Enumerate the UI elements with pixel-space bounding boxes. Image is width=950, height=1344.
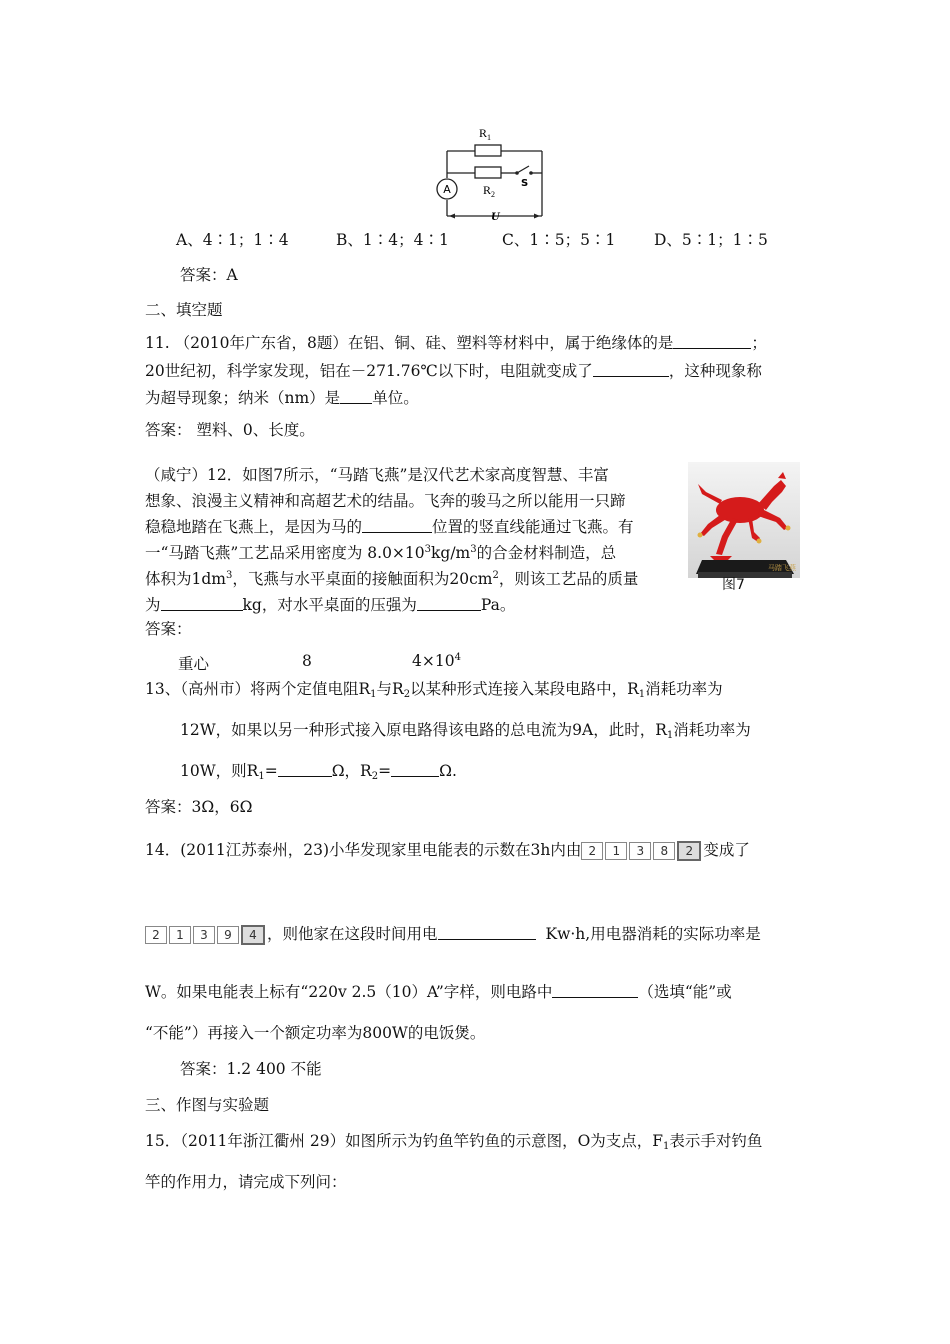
q11-line3: 为超导现象；纳米（nm）是 单位。 <box>145 389 419 407</box>
ammeter-label: A <box>443 183 451 196</box>
figure-watermark: 马踏飞燕 <box>768 564 796 572</box>
blank <box>161 596 243 611</box>
q12-ans-3: $4\times 10^4$ <box>412 652 461 670</box>
q12-ans-1: 重心 <box>178 655 210 673</box>
q14-line3: W。如果电能表上标有“220v 2.5（10）A”字样，则电路中 （选填“能”或 <box>145 983 732 1001</box>
q11-line1: 11. （2010年广东省，8题）在铝、铜、硅、塑料等材料中，属于绝缘体的是 ； <box>145 334 767 352</box>
q14-line1: 14．(2011江苏泰州，23)小华发现家里电能表的示数在3h内由 2 1 3 8 2 变成了 <box>145 841 750 859</box>
switch-label: S <box>521 178 529 189</box>
voltage-label: U <box>491 212 500 223</box>
meter-reading-after: 2 1 3 9 4 <box>145 925 267 945</box>
q12-line3: 稳稳地踏在飞燕上，是因为马的 位置的竖直线能通过飞燕。有 <box>145 518 634 536</box>
meter-reading-before: 2 1 3 8 2 <box>581 841 703 861</box>
q15-line2: 竿的作用力，请完成下列问： <box>145 1173 347 1191</box>
svg-text:R1: $R_1$ <box>479 126 492 142</box>
r2-label: R <box>483 183 492 197</box>
q12-line5: 体积为$1dm^3$，飞燕与水平桌面的接触面积为$20cm^2$，则该工艺品的质量 <box>145 570 639 588</box>
q14-line4: “不能”）再接入一个额定功率为800W的电饭煲。 <box>145 1024 486 1042</box>
q12-line2: 想象、浪漫主义精神和高超艺术的结晶。飞奔的骏马之所以能用一只蹄 <box>145 492 626 510</box>
q12-ans-2: 8 <box>302 652 312 670</box>
option-c: C、1∶5；5∶1 <box>502 231 616 249</box>
blank <box>438 925 536 940</box>
q14-line2: 2 1 3 9 4 ，则他家在这段时间用电 Kw·h,用电器消耗的实际功率是 <box>145 922 761 945</box>
q13-line1: 13、（高州市）将两个定值电阻$R_1$与$R_2$以某种形式连接入某段电路中，$R_1$消耗功率为 <box>145 680 723 700</box>
blank <box>340 389 372 404</box>
section-drawing-experiment: 三、作图与实验题 <box>145 1096 270 1114</box>
option-b: B、1∶4；4∶1 <box>336 231 449 249</box>
q10-answer: 答案：A <box>180 266 238 284</box>
blank <box>593 362 669 377</box>
figure-7-caption: 图7 <box>722 577 745 593</box>
section-fill-in: 二、填空题 <box>145 301 223 319</box>
circuit-diagram <box>405 118 565 223</box>
q14-answer: 答案：1.2 400 不能 <box>180 1060 322 1078</box>
q11-answer: 答案： 塑料、0、长度。 <box>145 421 315 439</box>
q12-answer-label: 答案： <box>145 620 192 638</box>
blank <box>278 762 332 777</box>
q12-line6: 为 kg，对水平桌面的压强为 Pa。 <box>145 596 516 614</box>
q13-line3: 10W，则$R_1= \Omega$，$R_2= \Omega$. <box>180 762 457 782</box>
q15-line1: 15．（2011年浙江衢州 29）如图所示为钓鱼竿钓鱼的示意图，O为支点，$F_1$表示手对钓鱼 <box>145 1132 763 1152</box>
option-d: D、5∶1；1∶5 <box>654 231 768 249</box>
q12-line4: 一“马踏飞燕”工艺品采用密度为 $8.0\times 10^3kg/m^3$的合金材料制造，总 <box>145 544 617 562</box>
r1-label: R <box>479 126 488 140</box>
blank <box>362 518 432 533</box>
q12-line1: （咸宁）12．如图7所示，“马踏飞燕”是汉代艺术家高度智慧、丰富 <box>145 466 609 484</box>
horse-figure <box>688 462 800 578</box>
svg-text:R2: $R_2$ <box>483 183 496 199</box>
option-a: A、4∶1；1∶4 <box>176 231 289 249</box>
q13-answer: 答案：3Ω，6Ω <box>145 798 253 816</box>
blank <box>552 983 638 998</box>
blank <box>391 762 439 777</box>
blank <box>417 596 481 611</box>
q13-line2: 12W，如果以另一种形式接入原电路得该电路的总电流为9A，此时，$R_1$消耗功率为 <box>180 721 751 741</box>
blank <box>673 334 751 349</box>
q11-line2: 20世纪初，科学家发现，铝在－271.76℃以下时，电阻就变成了 ，这种现象称 <box>145 362 762 380</box>
